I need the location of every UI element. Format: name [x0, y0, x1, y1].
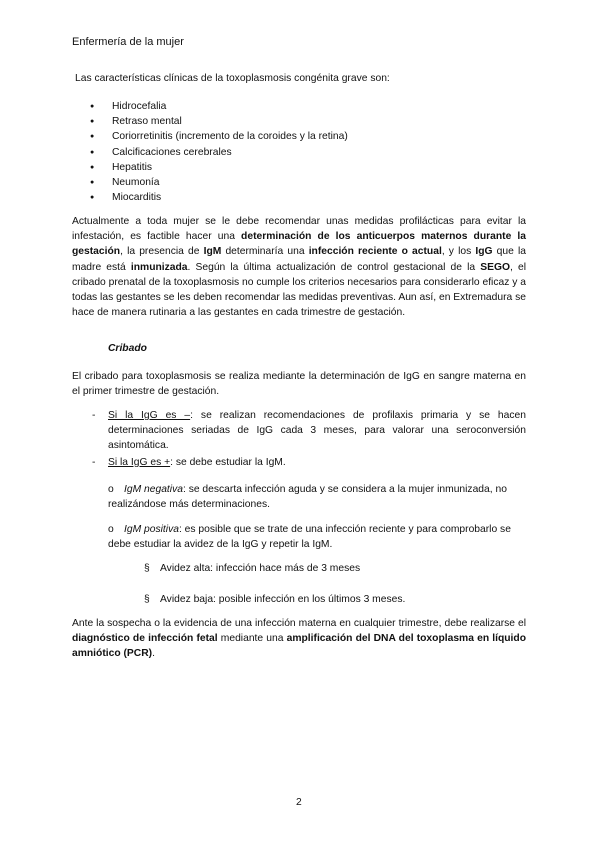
- page-number: 2: [296, 797, 302, 808]
- list-item: ● Neumonía: [90, 175, 348, 190]
- list-item: ● Retraso mental: [90, 114, 348, 129]
- avidez-alta-item: § Avidez alta: infección hace más de 3 meses: [144, 563, 361, 574]
- avidez-baja-item: § Avidez baja: posible infección en los últimos 3 meses.: [144, 594, 406, 605]
- section-heading: Cribado: [108, 343, 147, 354]
- list-item: ● Coriorretinitis (incremento de la coroides y la retina): [90, 129, 348, 144]
- igm-positive-item: o IgM positiva: es posible que se trate de una infección reciente y para comprobarlo se debe estudiar la avidez de la IgG y repetir la IgM.: [108, 524, 511, 551]
- igg-positive-item: - Si la IgG es +: se debe estudiar la IgM.: [90, 455, 526, 470]
- clinical-features-list: [90, 99, 348, 205]
- cribado-paragraph: El cribado para toxoplasmosis se realiza mediante la determinación de IgG en sangre materna en el primer trimestre de gestación.: [72, 371, 526, 398]
- list-item: ● Calcificaciones cerebrales: [90, 145, 348, 160]
- igm-negative-item: o IgM negativa: se descarta infección aguda y se considera a la mujer inmunizada, no realizándose más determinaciones.: [108, 484, 507, 511]
- list-item: ● Hepatitis: [90, 160, 348, 175]
- prophylaxis-paragraph: Actualmente a toda mujer se le debe recomendar unas medidas profilácticas para evitar la infestación, es factible hacer una determinación de los anticuerpos maternos durante la gestación, la presencia de IgM determinaría una infección reciente o actual, y los IgG que la madre está inmunizada. Según la última actualización de control gestacional de la SEGO, el cribado prenatal de la toxoplasmosis no cumple los criterios necesarios para considerarlo eficaz y a todas las gestantes se les deben recomendar las medidas preventivas. Aun así, en Extremadura se hace de manera rutinaria a las gestantes en cada trimestre de gestación.: [72, 216, 526, 319]
- list-item: ● Miocarditis: [90, 190, 348, 205]
- list-item: ● Hidrocefalia: [90, 99, 348, 114]
- intro-text: Las características clínicas de la toxoplasmosis congénita grave son:: [75, 73, 390, 84]
- diagnosis-paragraph: Ante la sospecha o la evidencia de una infección materna en cualquier trimestre, debe realizarse el diagnóstico de infección fetal mediante una amplificación del DNA del toxoplasma en líquido amniótico (PCR).: [72, 618, 526, 660]
- igg-negative-item: - Si la IgG es –: se realizan recomendaciones de profilaxis primaria y se hacen determinaciones seriadas de IgG cada 3 meses, para valorar una seroconversión asintomática.: [90, 408, 526, 454]
- page-header: Enfermería de la mujer: [72, 36, 184, 48]
